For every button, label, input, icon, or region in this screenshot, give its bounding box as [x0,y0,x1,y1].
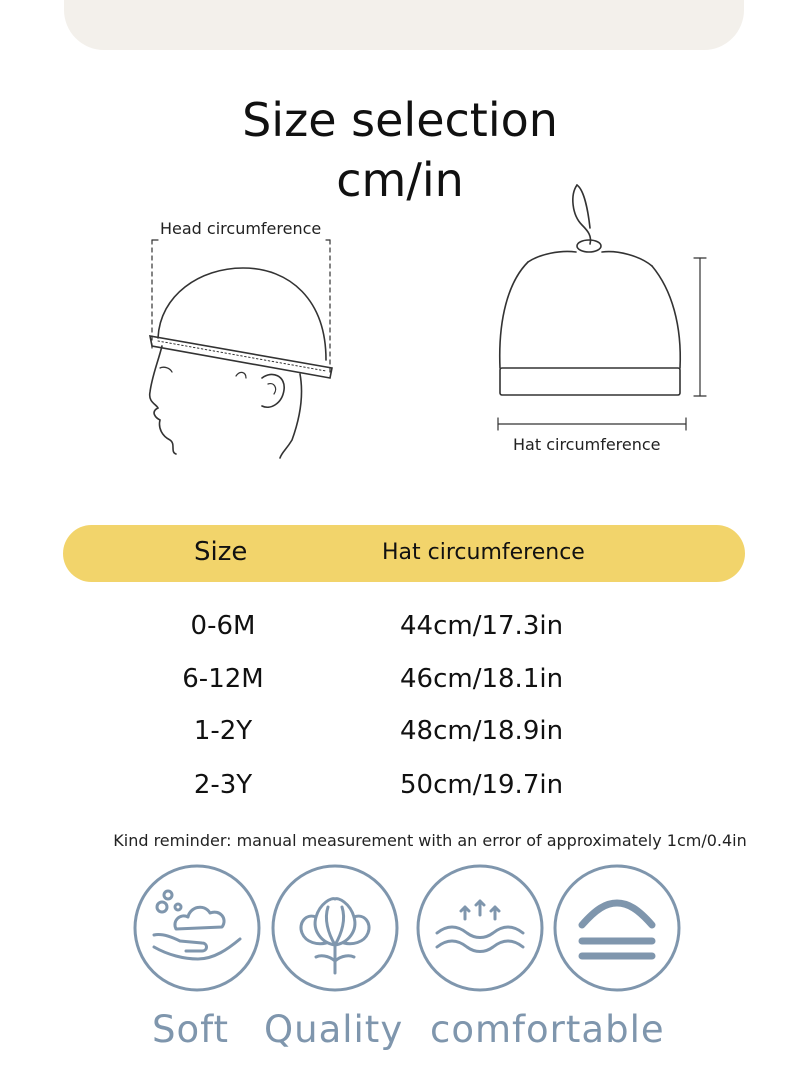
layers-icon [552,863,682,993]
feature-label-soft: Soft [152,1008,230,1051]
hat-circumference-cell: 44cm/17.3in [400,611,564,641]
hat-circumference-column-header: Hat circumference [382,540,585,565]
measurement-diagram [0,0,800,500]
hand-cloud-icon [132,863,262,993]
baby-head-icon [150,240,332,458]
table-row [0,664,800,704]
measurement-reminder: Kind reminder: manual measurement with an error of approximately 1cm/0.4in [113,831,747,850]
cotton-icon [270,863,400,993]
knotted-hat-icon [498,185,706,430]
feature-label-comfortable: comfortable [430,1008,665,1051]
size-cell: 6-12M [182,664,264,694]
size-cell: 0-6M [190,611,256,641]
breathable-waves-icon [415,863,545,993]
unit-subtitle: cm/in [336,153,464,207]
size-column-header: Size [194,537,248,567]
feature-label-quality: Quality [264,1008,404,1051]
hat-circumference-cell: 50cm/19.7in [400,770,564,800]
size-table-header [63,525,745,582]
table-row [0,716,800,756]
head-circumference-label: Head circumference [160,219,322,238]
size-cell: 2-3Y [193,770,253,800]
hat-circumference-cell: 46cm/18.1in [400,664,564,694]
feature-icons [0,860,800,1090]
table-row [0,611,800,651]
hat-circumference-cell: 48cm/18.9in [400,716,564,746]
hat-circumference-label: Hat circumference [513,435,661,454]
size-cell: 1-2Y [193,716,253,746]
page-title: Size selection [242,93,558,147]
table-row [0,770,800,810]
measurement-illustration [0,0,800,500]
